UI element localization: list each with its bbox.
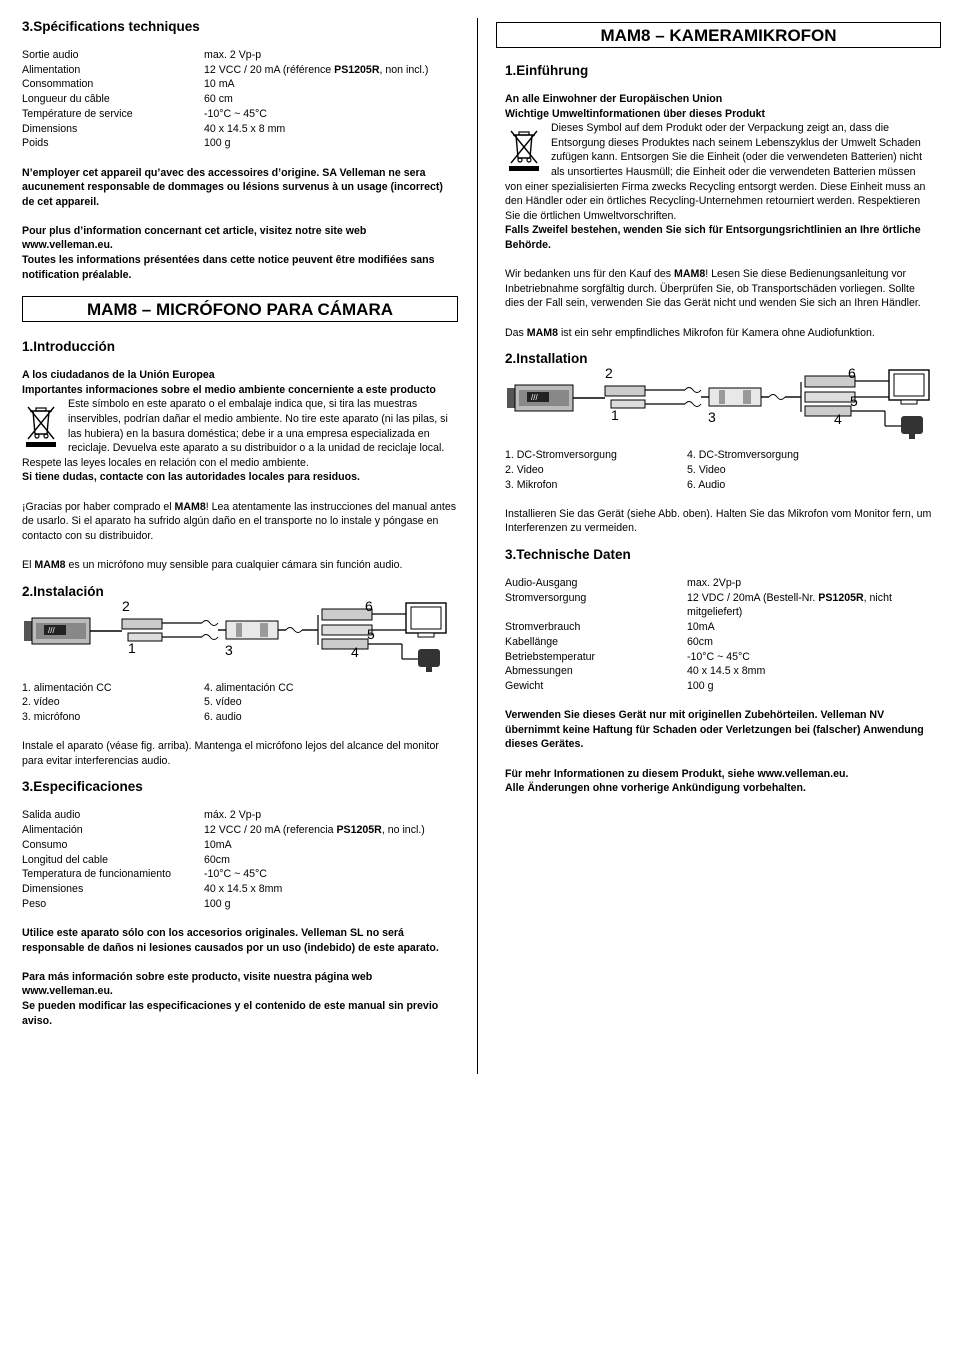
spec-label: Poids [22, 137, 49, 150]
spec-value: 10mA [687, 621, 715, 634]
fig-label-6: 6 [365, 597, 373, 614]
left-column [22, 18, 458, 1028]
right-column [505, 18, 935, 796]
spec-value: 60cm [687, 635, 713, 648]
spec-value: 12 VCC / 20 mA (referencia PS1205R, no incl.) [204, 824, 425, 837]
fig-label-4: 4 [834, 411, 842, 428]
spec-value: 100 g [204, 897, 231, 910]
spec-label: Stromversorgung [505, 591, 587, 604]
es-legend [22, 681, 458, 725]
spec-label: Alimentation [22, 63, 81, 76]
legend-item: 3. micrófono [22, 710, 81, 723]
fig-label-2: 2 [122, 597, 130, 614]
fr-more-info: Pour plus d’information concernant cet article, visitez notre site web www.velleman.eu. [22, 224, 367, 252]
svg-text:///: /// [48, 625, 55, 635]
spec-label: Gewicht [505, 679, 544, 692]
spec-value: máx. 2 Vp-p [204, 809, 262, 822]
es-eu-doubt: Si tiene dudas, contacte con las autoridades locales para residuos. [22, 471, 360, 484]
fr-warning: N’employer cet appareil qu’avec des accessoires d’origine. SA Velleman ne sera aucunement responsable de dommages ou lésions survenus à un usage (incorrect) de cet appareil. [22, 166, 443, 208]
spec-label: Temperatura de funcionamiento [22, 868, 171, 881]
installation-diagram [22, 597, 448, 673]
spec-value: 10mA [204, 838, 232, 851]
legend-item: 2. Video [505, 463, 544, 476]
spec-label: Température de service [22, 107, 133, 120]
es-specs-heading: 3.Especificaciones [22, 779, 143, 795]
es-description: El MAM8 es un micrófono muy sensible para cualquier cámara sin función audio. [22, 558, 403, 571]
de-install-heading: 2.Installation [505, 351, 588, 367]
spec-label: Longueur du câble [22, 93, 110, 106]
spec-value: max. 2 Vp-p [204, 49, 262, 61]
spec-label: Consommation [22, 78, 94, 91]
es-warning: Utilice este aparato sólo con los accesorios originales. Velleman SL no será responsable de daños ni lesiones causados por un uso (indebido) de este aparato. [22, 926, 439, 954]
fr-changes: Toutes les informations présentées dans cette notice peuvent être modifiées sans notification préalable. [22, 254, 435, 281]
de-eu-text: Dieses Symbol auf dem Produkt oder der Verpackung zeigt an, dass die Entsorgung dieses Produktes nach seinem Lebenszyklus der Umwelt Schaden zufügen kann. Entsorgen Sie die Einheit (oder die verwendeten Batterien) nicht als unsortiertes Hausmüll; die Einheit oder die verwendeten Batterien müssen von einer spezialisierten Firma zwecks Recycling entsorgt werden. Diese Einheit muss an den Händler oder ein örtliches Recycling-Unternehmen retourniert werden. Respektieren Sie die örtlichen Umweltvorschriften. [505, 122, 926, 222]
spec-label: Consumo [22, 838, 68, 851]
de-legend [505, 448, 935, 492]
spec-label: Audio-Ausgang [505, 576, 578, 589]
fig-label-5: 5 [367, 625, 375, 642]
de-warning: Verwenden Sie dieses Gerät nur mit originellen Zubehörteilen. Velleman NV übernimmt keine Haftung für Schaden oder Verletzungen bei (falscher) Anwendung dieses Gerätes. [505, 709, 924, 751]
spec-label: Dimensiones [22, 882, 84, 895]
es-eu-text: Este símbolo en este aparato o el embalaje indica que, si tira las muestras inservibles, podrían dañar el medio ambiente. No tire este aparato (ni las pilas, si las hubiera) en la basura doméstica; debe ir a una empresa especializada en reciclaje. Devuelva este aparato a su distribuidor o a la unidad de reciclaje local. Respete las leyes locales en relación con el medio ambiente. [22, 398, 448, 469]
es-section-title: MAM8 – MICRÓFONO PARA CÁMARA [22, 296, 458, 322]
es-intro-heading: 1.Introducción [22, 339, 116, 355]
spec-value: -10°C ~ 45°C [204, 868, 267, 881]
fr-specs-table [22, 48, 458, 151]
es-more-info: Para más información sobre este producto, visite nuestra página web www.velleman.eu. [22, 970, 373, 998]
legend-item: 1. alimentación CC [22, 681, 112, 694]
fr-specs-heading: 3.Spécifications techniques [22, 19, 200, 34]
de-changes: Alle Änderungen ohne vorherige Ankündigung vorbehalten. [505, 782, 806, 795]
legend-item: 4. alimentación CC [204, 681, 294, 694]
de-thanks: Wir bedanken uns für den Kauf des MAM8! Lesen Sie diese Bedienungsanleitung vor Inbetriebnahme sorgfältig durch. Überprüfen Sie, ob Transportschäden vorliegen. Sollte dies der Fall sein, verwenden Sie das Gerät nicht und wenden Sie sich an Ihren Händler. [505, 268, 921, 310]
column-divider [477, 18, 478, 1074]
de-install-text: Installieren Sie das Gerät (siehe Abb. oben). Halten Sie das Mikrofon vom Monitor fern, um Interferenzen zu vermeiden. [505, 507, 932, 535]
spec-label: Betriebstemperatur [505, 650, 596, 663]
spec-value: 10 mA [204, 78, 235, 91]
spec-value: 100 g [687, 679, 714, 692]
fig-label-1: 1 [128, 639, 136, 656]
spec-label: Alimentación [22, 824, 83, 837]
de-intro-heading: 1.Einführung [505, 63, 589, 78]
spec-value: 12 VDC / 20mA (Bestell-Nr. PS1205R, nicht mitgeliefert) [687, 591, 892, 619]
spec-label: Sortie audio [22, 49, 79, 61]
es-specs-table [22, 808, 458, 911]
es-eu-line1: A los ciudadanos de la Unión Europea [22, 369, 215, 382]
de-section-title: MAM8 – KAMERAMIKROFON [496, 22, 941, 48]
spec-label: Peso [22, 897, 47, 910]
fig-label-6: 6 [848, 365, 856, 382]
legend-item: 4. DC-Stromversorgung [687, 449, 799, 462]
svg-text:///: /// [531, 393, 538, 403]
es-changes: Se pueden modificar las especificaciones y el contenido de este manual sin previo aviso. [22, 999, 439, 1027]
es-eu-line2: Importantes informaciones sobre el medio ambiente concerniente a este producto [22, 383, 436, 396]
weee-bin-icon [505, 125, 543, 171]
spec-label: Salida audio [22, 809, 81, 822]
spec-label: Dimensions [22, 122, 78, 135]
spec-label: Kabellänge [505, 635, 559, 648]
de-description: Das MAM8 ist ein sehr empfindliches Mikrofon für Kamera ohne Audiofunktion. [505, 326, 875, 339]
spec-value: 40 x 14.5 x 8 mm [204, 122, 286, 135]
spec-value: 100 g [204, 137, 231, 150]
spec-label: Abmessungen [505, 665, 573, 678]
legend-item: 3. Mikrofon [505, 478, 558, 491]
spec-value: -10°C ~ 45°C [204, 107, 267, 120]
legend-item: 2. vídeo [22, 696, 60, 709]
de-eu-doubt: Falls Zweifel bestehen, wenden Sie sich für Entsorgungsrichtlinien an Ihre örtliche Behörde. [505, 224, 921, 251]
es-install-heading: 2.Instalación [22, 583, 104, 599]
spec-label: Stromverbrauch [505, 621, 581, 634]
es-thanks: ¡Gracias por haber comprado el MAM8! Lea atentamente las instrucciones del manual antes de usarlo. Si el aparato ha sufrido algún daño en el transporte no lo instale y póngase en contacto con su distribuidor. [22, 500, 457, 542]
weee-bin-icon [22, 401, 60, 447]
spec-value: max. 2Vp-p [687, 576, 742, 589]
spec-label: Longitud del cable [22, 853, 108, 866]
legend-item: 1. DC-Stromversorgung [505, 449, 617, 462]
es-install-text: Instale el aparato (véase fig. arriba). Mantenga el micrófono lejos del alcance del monitor para evitar interferencias audio. [22, 740, 439, 767]
de-eu-line2: Wichtige Umweltinformationen über dieses Produkt [505, 107, 766, 120]
fig-label-4: 4 [351, 643, 359, 660]
spec-value: 40 x 14.5 x 8mm [204, 882, 283, 895]
de-specs-heading: 3.Technische Daten [505, 546, 631, 562]
spec-value: 60 cm [204, 93, 233, 106]
de-more-info: Für mehr Informationen zu diesem Produkt, siehe www.velleman.eu. [505, 767, 849, 780]
fig-label-2: 2 [605, 365, 613, 382]
legend-item: 6. audio [204, 710, 242, 723]
spec-value: -10°C ~ 45°C [687, 650, 750, 663]
legend-item: 5. vídeo [204, 696, 242, 709]
spec-value: 60cm [204, 853, 230, 866]
legend-item: 6. Audio [687, 478, 726, 491]
de-eu-line1: An alle Einwohner der Europäischen Union [505, 93, 723, 105]
fig-label-1: 1 [611, 407, 619, 424]
fig-label-3: 3 [225, 641, 233, 658]
legend-item: 5. Video [687, 463, 726, 476]
de-specs-table [505, 576, 935, 694]
installation-diagram [505, 365, 931, 440]
fig-label-3: 3 [708, 409, 716, 426]
spec-value: 40 x 14.5 x 8mm [687, 665, 766, 678]
fig-label-5: 5 [850, 393, 858, 410]
spec-value: 12 VCC / 20 mA (référence PS1205R, non incl.) [204, 63, 429, 76]
